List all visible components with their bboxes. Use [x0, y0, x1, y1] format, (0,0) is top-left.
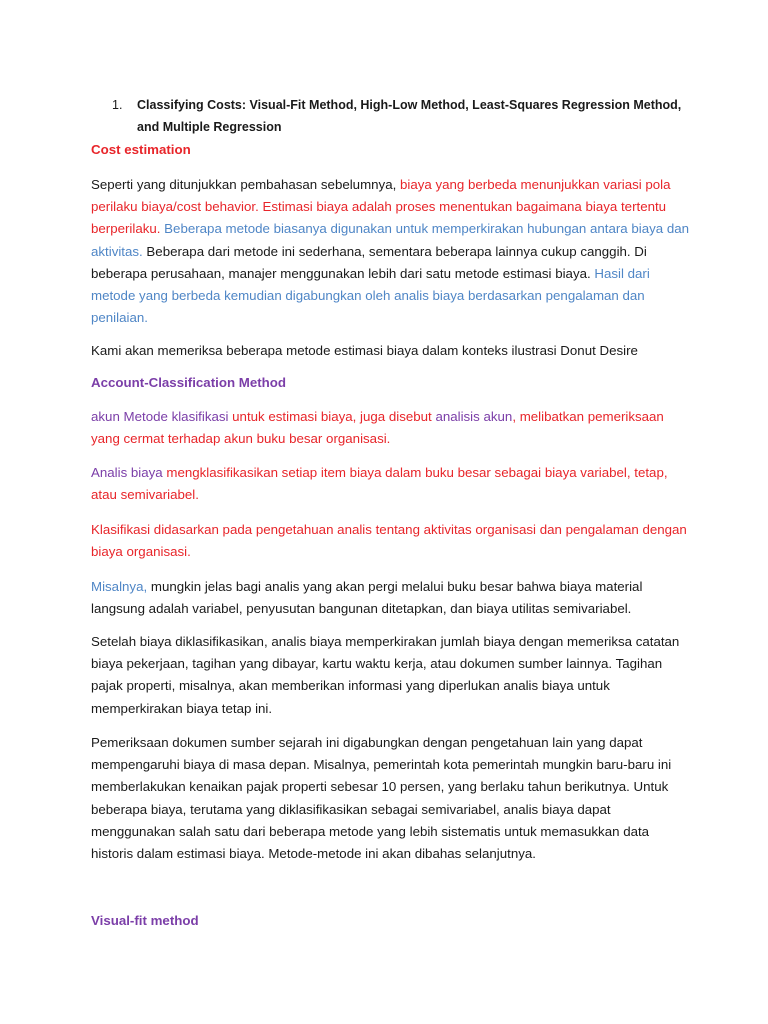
text-run: mengklasifikasikan setiap item biaya dalam buku besar sebagai biaya variabel, tetap, atau semivariabel.: [91, 465, 668, 503]
text-run: Hasil dari metode yang berbeda kemudian digabungkan oleh analis biaya berdasarkan pengalaman dan penilaian.: [91, 265, 650, 326]
text-run: Analis biaya: [91, 465, 163, 480]
text-run: Kami akan memeriksa beberapa metode estimasi biaya dalam konteks ilustrasi Donut Desire: [91, 343, 638, 358]
paragraph-5: [91, 519, 691, 563]
paragraph-8: [91, 732, 691, 865]
text-run: Seperti yang ditunjukkan pembahasan sebelumnya,: [91, 177, 400, 192]
text-run: Misalnya,: [91, 579, 148, 594]
heading-account-classification: Account-Classification Method: [91, 375, 287, 390]
text-run: , melibatkan pemeriksaan yang cermat terhadap akun buku besar organisasi.: [91, 409, 664, 447]
text-run: Beberapa metode biasanya digunakan untuk memperkirakan hubungan antara biaya dan aktivitas.: [91, 221, 690, 259]
text-run: biaya yang berbeda menunjukkan variasi pola perilaku biaya/cost behavior. Estimasi biaya adalah proses menentukan bagaimana biaya tertentu berperilaku.: [91, 177, 671, 237]
text-run: analisis akun: [435, 409, 513, 424]
paragraph-2: [91, 340, 691, 362]
heading-visual-fit: Visual-fit method: [91, 913, 199, 928]
numbered-list-item: [112, 94, 692, 138]
paragraph-1: [91, 174, 691, 329]
list-item-text: Classifying Costs: Visual-Fit Method, High-Low Method, Least-Squares Regression Method, and Multiple Regression: [137, 98, 682, 134]
paragraph-7: [91, 631, 691, 720]
text-run: Pemeriksaan dokumen sumber sejarah ini digabungkan dengan pengetahuan lain yang dapat mempengaruhi biaya di masa depan. Misalnya, pemerintah kota pemerintah mungkin baru-baru ini memberlakukan kenaikan pajak properti sebesar 10 persen, yang berlaku tahun berikutnya. Untuk beberapa biaya, terutama yang diklasifikasikan sebagai semivariabel, analis biaya dapat menggunakan salah satu dari beberapa metode yang lebih sistematis untuk memasukkan data historis dalam estimasi biaya. Metode-metode ini akan dibahas selanjutnya.: [91, 735, 672, 862]
text-run: mungkin jelas bagi analis yang akan pergi melalui buku besar bahwa biaya material langsung adalah variabel, penyusutan bangunan ditetapkan, dan biaya utilitas semivariabel.: [91, 579, 643, 617]
text-run: Setelah biaya diklasifikasikan, analis biaya memperkirakan jumlah biaya dengan memeriksa catatan biaya pekerjaan, tagihan yang dibayar, kartu waktu kerja, atau dokumen sumber lainnya. Tagihan pajak properti, misalnya, akan memberikan informasi yang diperlukan analis biaya untuk memperkirakan biaya tetap ini.: [91, 634, 680, 716]
heading-cost-estimation: Cost estimation: [91, 142, 191, 157]
text-run: untuk estimasi biaya, juga disebut: [228, 409, 436, 424]
text-run: Klasifikasi didasarkan pada pengetahuan analis tentang aktivitas organisasi dan pengalaman dengan biaya organisasi.: [91, 522, 687, 560]
paragraph-4: [91, 462, 691, 506]
list-number: 1.: [112, 98, 123, 112]
text-run: Beberapa dari metode ini sederhana, sementara beberapa lainnya cukup canggih. Di beberapa perusahaan, manajer menggunakan lebih dari satu metode estimasi biaya.: [91, 243, 647, 281]
paragraph-6: [91, 576, 691, 620]
paragraph-3: [91, 406, 691, 450]
text-run: akun Metode klasifikasi: [91, 409, 229, 424]
